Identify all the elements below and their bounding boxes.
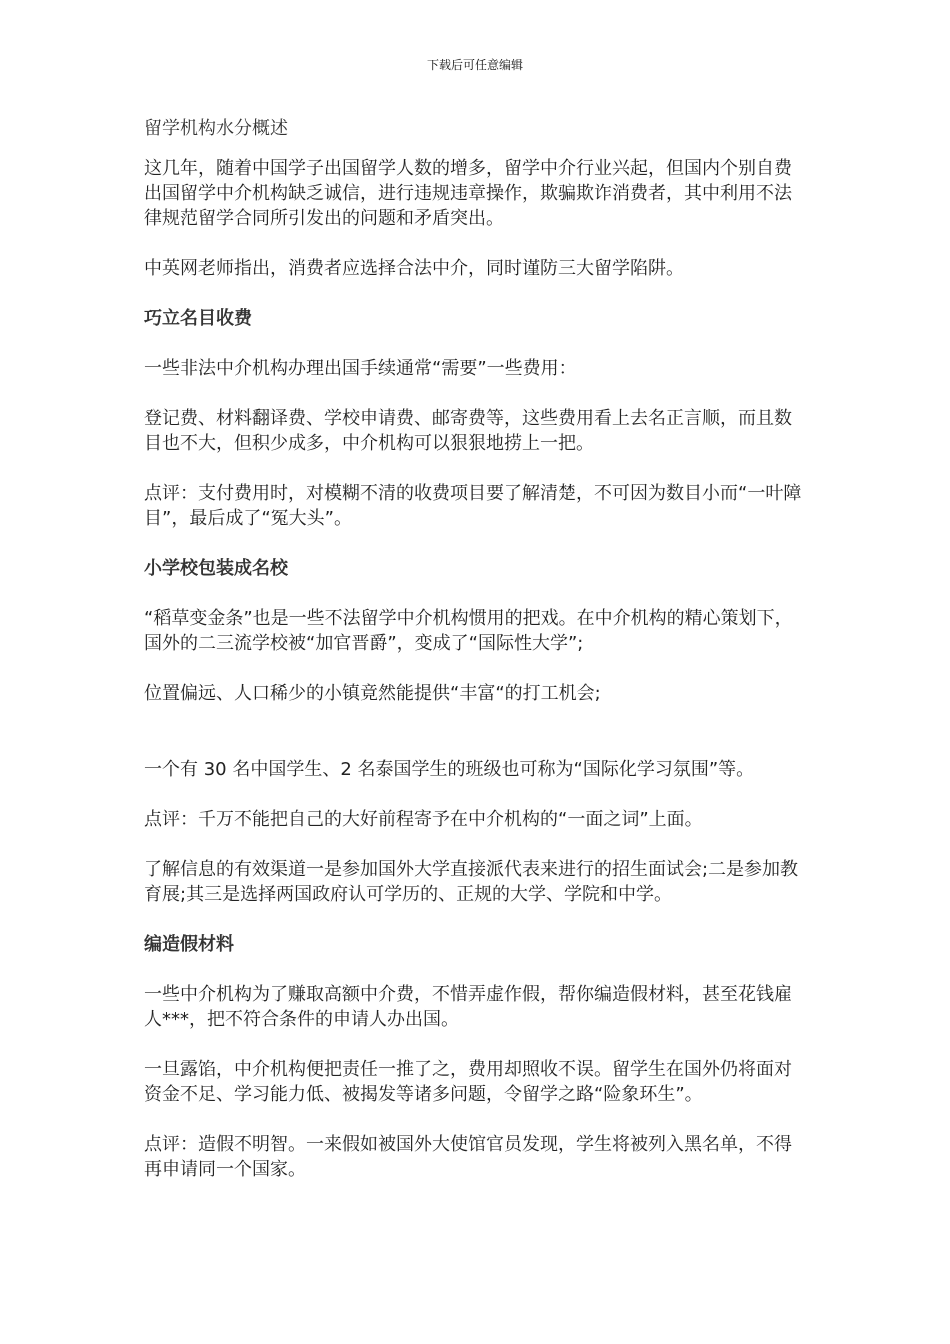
document-body <box>144 116 804 1207</box>
section-heading-fake-materials: 编造假材料 <box>144 934 234 955</box>
document-title: 留学机构水分概述 <box>144 118 288 139</box>
paragraph-schools-class: 一个有 30 名中国学生、2 名泰国学生的班级也可称为“国际化学习氛围”等。 <box>144 759 755 780</box>
paragraph-fees-intro: 一些非法中介机构办理出国手续通常“需要”一些费用： <box>144 358 577 379</box>
paragraph-fees-comment: 点评：支付费用时，对模糊不清的收费项目要了解清楚，不可因为数目小而“一叶障目”，最后成了“冤大头”。 <box>144 483 802 529</box>
blank-line <box>144 731 804 757</box>
paragraph-fake-consequence: 一旦露馅，中介机构便把责任一推了之，费用却照收不误。留学生在国外仍将面对资金不足、学习能力低、被揭发等诸多问题，令留学之路“险象环生”。 <box>144 1059 792 1105</box>
paragraph-schools-comment: 点评：千万不能把自己的大好前程寄予在中介机构的“一面之词”上面。 <box>144 809 703 830</box>
paragraph-fake-intro: 一些中介机构为了赚取高额中介费，不惜弄虚作假，帮你编造假材料，甚至花钱雇人***，把不符合条件的申请人办出国。 <box>144 984 792 1030</box>
paragraph-schools-town: 位置偏远、人口稀少的小镇竟然能提供“丰富“的打工机会; <box>144 683 601 704</box>
paragraph-schools-channels: 了解信息的有效渠道一是参加国外大学直接派代表来进行的招生面试会;二是参加教育展;其三是选择两国政府认可学历的、正规的大学、学院和中学。 <box>144 859 799 905</box>
section-heading-fees: 巧立名目收费 <box>144 308 252 329</box>
page-header-note: 下载后可任意编辑 <box>426 58 523 72</box>
paragraph-advice: 中英网老师指出，消费者应选择合法中介，同时谨防三大留学陷阱。 <box>144 258 684 279</box>
paragraph-fees-list: 登记费、材料翻译费、学校申请费、邮寄费等，这些费用看上去名正言顺，而且数目也不大，但积少成多，中介机构可以狠狠地捞上一把。 <box>144 408 792 454</box>
paragraph-intro: 这几年，随着中国学子出国留学人数的增多，留学中介行业兴起，但国内个别自费出国留学中介机构缺乏诚信，进行违规违章操作，欺骗欺诈消费者，其中利用不法律规范留学合同所引发出的问题和矛盾突出。 <box>144 158 792 229</box>
section-heading-schools: 小学校包装成名校 <box>144 558 288 579</box>
paragraph-schools-intro: “稻草变金条”也是一些不法留学中介机构惯用的把戏。在中介机构的精心策划下，国外的二三流学校被“加官晋爵”，变成了“国际性大学”; <box>144 608 793 654</box>
paragraph-fake-comment: 点评：造假不明智。一来假如被国外大使馆官员发现，学生将被列入黑名单，不得再申请同一个国家。 <box>144 1134 792 1180</box>
